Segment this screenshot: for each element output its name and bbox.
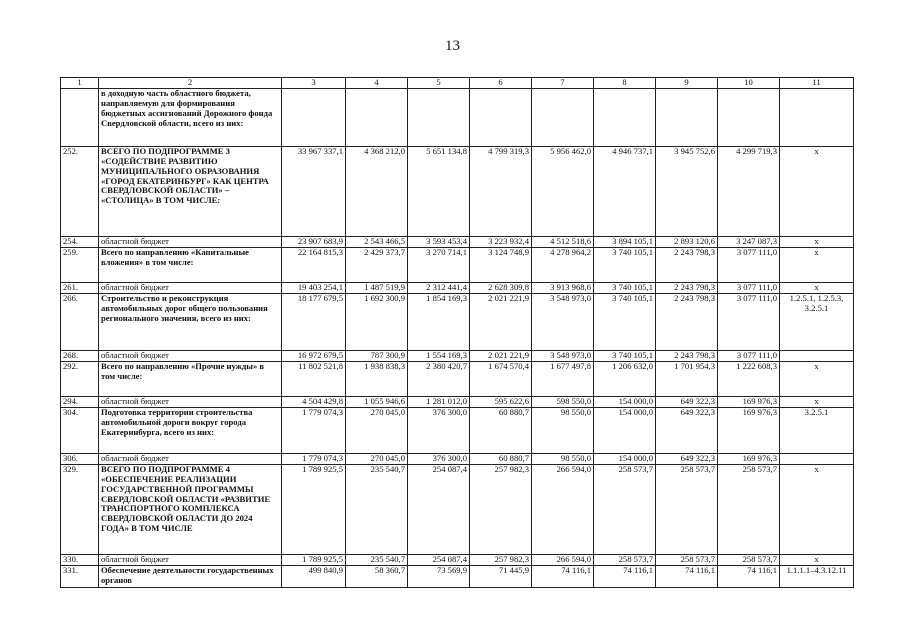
value-cell: 4 946 737,1 <box>594 146 656 236</box>
value-cell: 1 779 074,3 <box>282 453 346 464</box>
value-cell: 3 270 714,1 <box>408 247 470 282</box>
value-cell <box>408 88 470 146</box>
value-cell: 3 740 105,1 <box>594 293 656 350</box>
table-row <box>61 396 854 407</box>
value-cell: 2 021 221,9 <box>470 350 532 361</box>
row-number: 292. <box>61 361 99 396</box>
row-number: 268. <box>61 350 99 361</box>
budget-table <box>60 77 854 588</box>
table-header-row <box>61 78 854 89</box>
value-cell: 3 077 111,0 <box>718 282 780 293</box>
value-cell: 266 594,0 <box>532 464 594 554</box>
value-cell: 1 554 169,3 <box>408 350 470 361</box>
value-cell <box>532 88 594 146</box>
program-code-cell: x <box>780 236 854 247</box>
value-cell: 787 300,9 <box>346 350 408 361</box>
value-cell: 3 593 453,4 <box>408 236 470 247</box>
column-header: 1 <box>61 78 99 89</box>
value-cell: 3 740 105,1 <box>594 282 656 293</box>
value-cell: 3 894 105,1 <box>594 236 656 247</box>
row-number: 329. <box>61 464 99 554</box>
program-code-cell: 1.1.1.1–4.3.12.11 <box>780 565 854 587</box>
table-row <box>61 236 854 247</box>
table-row <box>61 453 854 464</box>
value-cell: 1 674 570,4 <box>470 361 532 396</box>
row-label: областной бюджет <box>99 554 282 565</box>
value-cell: 595 622,6 <box>470 396 532 407</box>
value-cell: 98 550,0 <box>532 453 594 464</box>
value-cell: 73 569,9 <box>408 565 470 587</box>
value-cell: 23 907 683,9 <box>282 236 346 247</box>
row-label: областной бюджет <box>99 350 282 361</box>
value-cell <box>594 88 656 146</box>
value-cell: 3 124 748,9 <box>470 247 532 282</box>
table-row <box>61 247 854 282</box>
value-cell: 1 854 169,3 <box>408 293 470 350</box>
value-cell: 3 913 968,6 <box>532 282 594 293</box>
value-cell: 3 945 752,6 <box>656 146 718 236</box>
value-cell: 154 000,0 <box>594 407 656 453</box>
value-cell: 1 222 608,3 <box>718 361 780 396</box>
value-cell: 2 243 798,3 <box>656 293 718 350</box>
table-row <box>61 88 854 146</box>
column-header: 2 <box>99 78 282 89</box>
value-cell: 18 177 679,5 <box>282 293 346 350</box>
row-number: 331. <box>61 565 99 587</box>
value-cell: 4 512 518,6 <box>532 236 594 247</box>
value-cell: 3 077 111,0 <box>718 350 780 361</box>
value-cell: 258 573,7 <box>718 554 780 565</box>
row-number: 261. <box>61 282 99 293</box>
column-header: 8 <box>594 78 656 89</box>
column-header: 6 <box>470 78 532 89</box>
value-cell: 258 573,7 <box>656 464 718 554</box>
program-code-cell <box>780 350 854 361</box>
value-cell: 2 243 798,3 <box>656 247 718 282</box>
value-cell: 649 322,3 <box>656 453 718 464</box>
row-number <box>61 88 99 146</box>
value-cell: 11 802 521,8 <box>282 361 346 396</box>
value-cell: 74 116,1 <box>718 565 780 587</box>
value-cell: 2 243 798,3 <box>656 282 718 293</box>
value-cell: 19 403 254,1 <box>282 282 346 293</box>
program-code-cell <box>780 453 854 464</box>
value-cell: 3 740 105,1 <box>594 247 656 282</box>
value-cell: 4 799 319,3 <box>470 146 532 236</box>
value-cell: 74 116,1 <box>656 565 718 587</box>
table-body <box>61 78 854 588</box>
value-cell: 60 880,7 <box>470 407 532 453</box>
value-cell: 4 299 719,3 <box>718 146 780 236</box>
value-cell: 58 360,7 <box>346 565 408 587</box>
row-number: 266. <box>61 293 99 350</box>
program-code-cell: x <box>780 464 854 554</box>
value-cell: 598 550,0 <box>532 396 594 407</box>
table-row <box>61 350 854 361</box>
value-cell: 1 701 954,3 <box>656 361 718 396</box>
value-cell <box>282 88 346 146</box>
row-label: областной бюджет <box>99 396 282 407</box>
value-cell: 1 487 519,9 <box>346 282 408 293</box>
value-cell: 376 300,0 <box>408 407 470 453</box>
value-cell: 22 164 815,3 <box>282 247 346 282</box>
row-label: Строительство и реконструкция автомобильных дорог общего пользования регионального значения, всего из них: <box>99 293 282 350</box>
value-cell: 3 247 087,3 <box>718 236 780 247</box>
value-cell: 2 312 441,4 <box>408 282 470 293</box>
value-cell: 2 893 120,6 <box>656 236 718 247</box>
column-header: 7 <box>532 78 594 89</box>
value-cell: 3 077 111,0 <box>718 247 780 282</box>
value-cell: 1 692 300,9 <box>346 293 408 350</box>
table-row <box>61 146 854 236</box>
value-cell: 154 000,0 <box>594 453 656 464</box>
column-header: 5 <box>408 78 470 89</box>
value-cell: 5 956 462,0 <box>532 146 594 236</box>
value-cell: 1 789 925,5 <box>282 554 346 565</box>
value-cell: 257 982,3 <box>470 554 532 565</box>
column-header: 3 <box>282 78 346 89</box>
value-cell <box>470 88 532 146</box>
value-cell: 16 972 679,5 <box>282 350 346 361</box>
program-code-cell: 3.2.5.1 <box>780 407 854 453</box>
value-cell: 2 429 373,7 <box>346 247 408 282</box>
value-cell: 3 548 973,0 <box>532 350 594 361</box>
value-cell: 169 976,3 <box>718 407 780 453</box>
program-code-cell: 1.2.5.1, 1.2.5.3, 3.2.5.1 <box>780 293 854 350</box>
value-cell <box>346 88 408 146</box>
row-label: ВСЕГО ПО ПОДПРОГРАММЕ 3 «СОДЕЙСТВИЕ РАЗВИТИЮ МУНИЦИПАЛЬНОГО ОБРАЗОВАНИЯ «ГОРОД ЕКАТЕРИНБУРГ» КАК ЦЕНТРА СВЕРДЛОВСКОЙ ОБЛАСТИ» – «СТОЛИЦА» В ТОМ ЧИСЛЕ: <box>99 146 282 236</box>
row-number: 252. <box>61 146 99 236</box>
program-code-cell: x <box>780 146 854 236</box>
program-code-cell <box>780 88 854 146</box>
row-label: Подготовка территории строительства автомобильной дороги вокруг города Екатеринбурга, всего из них: <box>99 407 282 453</box>
column-header: 4 <box>346 78 408 89</box>
value-cell: 3 223 932,4 <box>470 236 532 247</box>
value-cell: 2 628 309,8 <box>470 282 532 293</box>
value-cell: 4 504 429,8 <box>282 396 346 407</box>
program-code-cell: x <box>780 361 854 396</box>
row-label: Всего по направлению «Прочие нужды» в том числе: <box>99 361 282 396</box>
program-code-cell: x <box>780 282 854 293</box>
value-cell: 270 045,0 <box>346 407 408 453</box>
value-cell: 169 976,3 <box>718 396 780 407</box>
row-label: областной бюджет <box>99 453 282 464</box>
column-header: 9 <box>656 78 718 89</box>
value-cell: 270 045,0 <box>346 453 408 464</box>
value-cell <box>656 88 718 146</box>
value-cell: 3 077 111,0 <box>718 293 780 350</box>
value-cell: 254 087,4 <box>408 554 470 565</box>
value-cell: 2 021 221,9 <box>470 293 532 350</box>
row-number: 254. <box>61 236 99 247</box>
value-cell <box>718 88 780 146</box>
value-cell: 235 540,7 <box>346 464 408 554</box>
value-cell: 4 368 212,0 <box>346 146 408 236</box>
value-cell: 258 573,7 <box>594 554 656 565</box>
value-cell: 74 116,1 <box>532 565 594 587</box>
value-cell: 1 789 925,5 <box>282 464 346 554</box>
value-cell: 257 982,3 <box>470 464 532 554</box>
value-cell: 649 322,3 <box>656 407 718 453</box>
value-cell: 266 594,0 <box>532 554 594 565</box>
program-code-cell: x <box>780 554 854 565</box>
table-row <box>61 361 854 396</box>
row-label: в доходную часть областного бюджета, направляемую для формирования бюджетных ассигнований Дорожного фонда Свердловской области, всего из них: <box>99 88 282 146</box>
row-number: 330. <box>61 554 99 565</box>
value-cell: 1 055 946,6 <box>346 396 408 407</box>
program-code-cell: x <box>780 396 854 407</box>
value-cell: 235 540,7 <box>346 554 408 565</box>
value-cell: 3 548 973,0 <box>532 293 594 350</box>
value-cell: 258 573,7 <box>718 464 780 554</box>
value-cell: 258 573,7 <box>594 464 656 554</box>
row-label: Обеспечение деятельности государственных органов <box>99 565 282 587</box>
value-cell: 1 938 838,3 <box>346 361 408 396</box>
table-row <box>61 554 854 565</box>
row-label: ВСЕГО ПО ПОДПРОГРАММЕ 4 «ОБЕСПЕЧЕНИЕ РЕАЛИЗАЦИИ ГОСУДАРСТВЕННОЙ ПРОГРАММЫ СВЕРДЛОВСКОЙ ОБЛАСТИ «РАЗВИТИЕ ТРАНСПОРТНОГО КОМПЛЕКСА СВЕРДЛОВСКОЙ ОБЛАСТИ ДО 2024 ГОДА» В ТОМ ЧИСЛЕ <box>99 464 282 554</box>
row-number: 304. <box>61 407 99 453</box>
value-cell: 5 651 134,8 <box>408 146 470 236</box>
table-row <box>61 407 854 453</box>
row-number: 259. <box>61 247 99 282</box>
value-cell: 1 281 012,0 <box>408 396 470 407</box>
value-cell: 1 677 497,8 <box>532 361 594 396</box>
row-label: областной бюджет <box>99 236 282 247</box>
value-cell: 154 000,0 <box>594 396 656 407</box>
value-cell: 258 573,7 <box>656 554 718 565</box>
value-cell: 4 278 964,2 <box>532 247 594 282</box>
value-cell: 33 967 337,1 <box>282 146 346 236</box>
value-cell: 1 779 074,3 <box>282 407 346 453</box>
row-number: 306. <box>61 453 99 464</box>
column-header: 11 <box>780 78 854 89</box>
value-cell: 2 543 466,5 <box>346 236 408 247</box>
column-header: 10 <box>718 78 780 89</box>
program-code-cell: x <box>780 247 854 282</box>
value-cell: 3 740 105,1 <box>594 350 656 361</box>
table-row <box>61 565 854 587</box>
value-cell: 71 445,9 <box>470 565 532 587</box>
table-row <box>61 282 854 293</box>
value-cell: 499 840,9 <box>282 565 346 587</box>
value-cell: 2 380 420,7 <box>408 361 470 396</box>
value-cell: 376 300,0 <box>408 453 470 464</box>
value-cell: 169 976,3 <box>718 453 780 464</box>
table-row <box>61 464 854 554</box>
value-cell: 2 243 798,3 <box>656 350 718 361</box>
table-row <box>61 293 854 350</box>
value-cell: 254 087,4 <box>408 464 470 554</box>
row-number: 294. <box>61 396 99 407</box>
value-cell: 1 206 632,0 <box>594 361 656 396</box>
value-cell: 98 550,0 <box>532 407 594 453</box>
value-cell: 649 322,3 <box>656 396 718 407</box>
page-number: 13 <box>445 38 460 54</box>
row-label: Всего по направлению «Капитальные вложения» в том числе: <box>99 247 282 282</box>
row-label: областной бюджет <box>99 282 282 293</box>
value-cell: 60 880,7 <box>470 453 532 464</box>
value-cell: 74 116,1 <box>594 565 656 587</box>
